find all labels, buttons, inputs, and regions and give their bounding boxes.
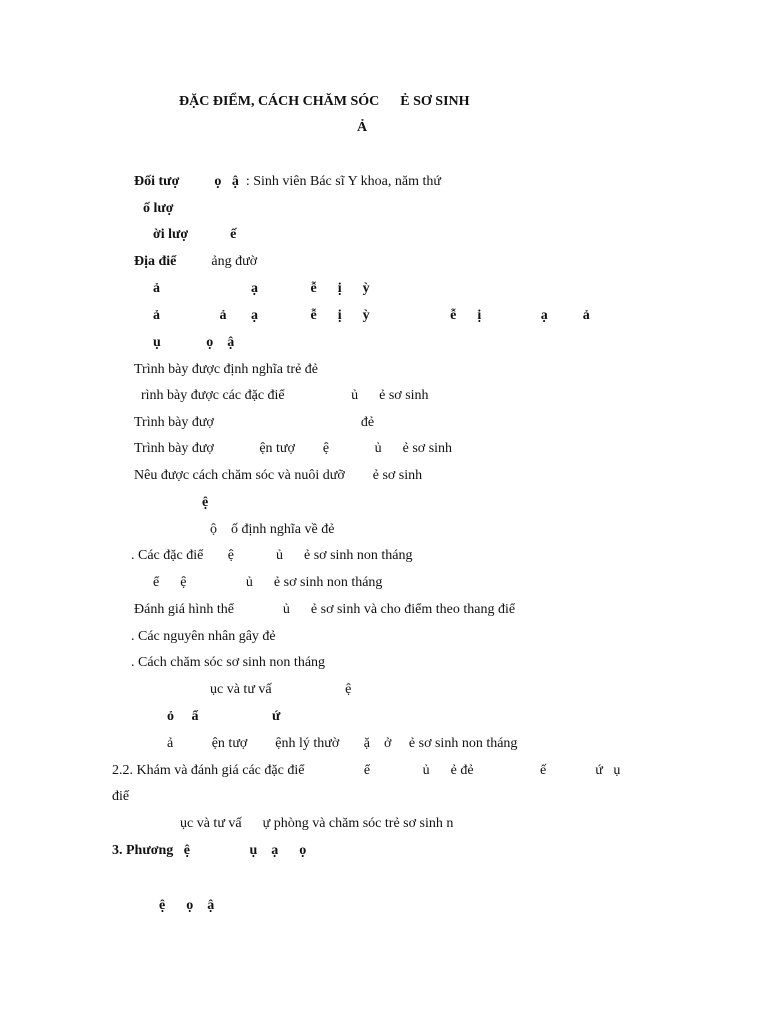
content-item-10: 2.2. Khám và đánh giá các đặc điể ể ủ ẻ đẻ ế ứ ụ bbox=[112, 763, 621, 778]
content-item-3: ể ệ ủ ẻ sơ sinh non tháng bbox=[153, 575, 383, 590]
content-item-6: . Cách chăm sóc sơ sinh non tháng bbox=[131, 655, 326, 670]
section-3-heading: 3. Phương ệ ụ ạ ọ bbox=[112, 843, 307, 858]
objective-4: Trình bày đượ ện tượ ệ ủ ẻ sơ sinh bbox=[134, 441, 453, 456]
schedule-line-2: ả ả ạ ễ ị ỳ ễ ị ạ ả bbox=[153, 308, 590, 323]
content-item-9: ả ện tượ ệnh lý thườ ặ ở ẻ sơ sinh non tháng bbox=[167, 736, 518, 751]
target-audience-value: : Sinh viên Bác sĩ Y khoa, năm thứ bbox=[245, 174, 441, 189]
target-audience-label: Đối tượ ọ ậ bbox=[134, 174, 246, 189]
content-item-4: Đánh giá hình thể ủ ẻ sơ sinh và cho điểm theo thang điể bbox=[134, 602, 516, 617]
content-item-5: . Các nguyên nhân gây đẻ bbox=[131, 629, 276, 644]
duration-line: ời lượ ế bbox=[153, 227, 237, 242]
location-value: ảng đườ bbox=[176, 254, 258, 269]
document-title-line-1: ĐẶC ĐIỂM, CÁCH CHĂM SÓC Ẻ SƠ SINH bbox=[179, 94, 470, 109]
content-heading: ệ bbox=[202, 495, 209, 510]
content-item-10-continued: điể bbox=[112, 789, 130, 804]
content-item-8: ỏ ẩ ứ bbox=[167, 709, 281, 724]
content-item-1: ộ ố định nghĩa về đẻ bbox=[210, 522, 335, 537]
content-item-11: ục và tư vấ ự phòng và chăm sóc trẻ sơ sinh n bbox=[180, 816, 454, 831]
location-line bbox=[134, 253, 257, 271]
objectives-heading: ụ ọ ậ bbox=[153, 335, 235, 350]
objective-5: Nêu được cách chăm sóc và nuôi dưỡ ẻ sơ sinh bbox=[134, 468, 423, 483]
section-3-subheading: ệ ọ ậ bbox=[159, 898, 215, 913]
objective-3: Trình bày đượ đẻ bbox=[134, 415, 375, 430]
objective-1: Trình bày được định nghĩa trẻ đẻ bbox=[134, 362, 319, 377]
content-item-2: . Các đặc điể ệ ủ ẻ sơ sinh non tháng bbox=[131, 548, 413, 563]
schedule-line-1: ả ạ ễ ị ỳ bbox=[153, 281, 370, 296]
document-title-line-2: Ả bbox=[357, 120, 368, 135]
target-audience-line bbox=[134, 173, 441, 191]
location-label: Địa điể bbox=[134, 254, 177, 269]
objective-2: rình bày được các đặc điể ủ ẻ sơ sinh bbox=[141, 388, 429, 403]
content-item-7: ục và tư vấ ệ bbox=[210, 682, 352, 697]
quantity-line: ố lượ bbox=[143, 201, 174, 216]
